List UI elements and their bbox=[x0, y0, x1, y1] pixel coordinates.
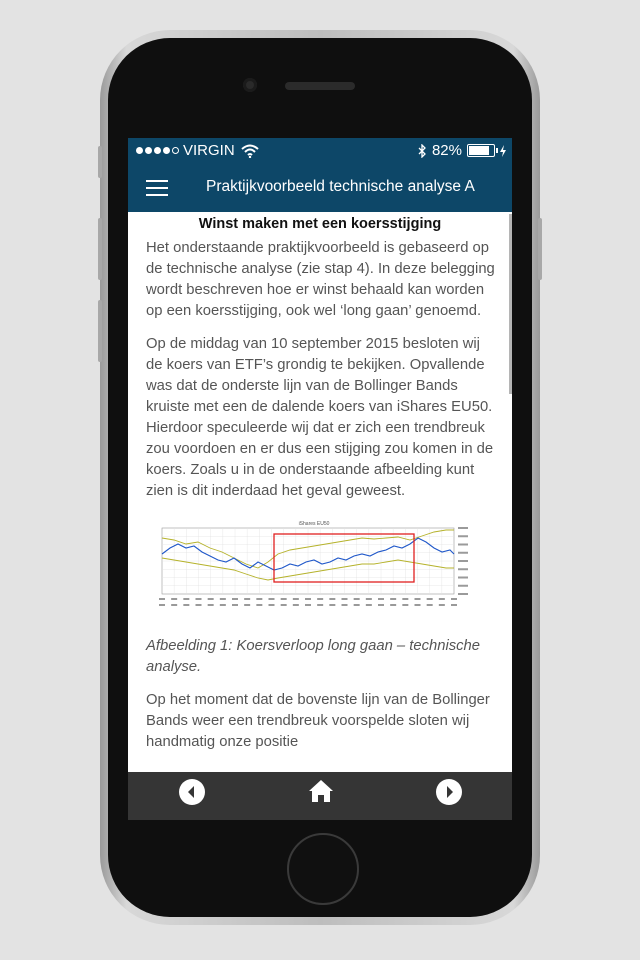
x-tick-label-mark bbox=[317, 604, 323, 606]
x-tick-label-mark bbox=[208, 604, 214, 606]
status-bar bbox=[128, 138, 512, 164]
x-tick-label-mark bbox=[183, 598, 189, 600]
x-tick-label-mark bbox=[439, 598, 445, 600]
article-paragraph-3: Op het moment dat de bovenste lijn van de Bollinger Bands weer een trendbreuk voorspelde sloten wij handmatig onze positie bbox=[146, 692, 490, 750]
bluetooth-icon bbox=[418, 144, 427, 158]
x-tick-label-mark bbox=[281, 598, 287, 600]
hamburger-icon[interactable] bbox=[146, 180, 168, 196]
x-tick-label-mark bbox=[220, 598, 226, 600]
article-paragraph-1: Het onderstaande praktijkvoorbeeld is gebaseerd op de technische analyse (zie stap 4). In deze belegging wordt beschreven hoe er winst behaald kan worden op een koersstijging, ook wel ‘long gaan’ genoemd. bbox=[146, 240, 495, 319]
x-tick-label-mark bbox=[451, 604, 457, 606]
x-tick-label-mark bbox=[171, 598, 177, 600]
x-tick-label-mark bbox=[427, 598, 433, 600]
x-tick-label-mark bbox=[390, 604, 396, 606]
home-button[interactable] bbox=[308, 778, 334, 804]
x-tick-label-mark bbox=[378, 598, 384, 600]
x-tick-label-mark bbox=[366, 604, 372, 606]
y-tick-label-mark bbox=[458, 585, 468, 587]
y-tick-label-mark bbox=[458, 577, 468, 579]
x-tick-label-mark bbox=[293, 604, 299, 606]
x-tick-label-mark bbox=[402, 598, 408, 600]
battery-level bbox=[469, 146, 489, 155]
x-tick-label-mark bbox=[378, 604, 384, 606]
x-tick-label-mark bbox=[256, 598, 262, 600]
x-tick-label-mark bbox=[366, 598, 372, 600]
article-content[interactable] bbox=[128, 212, 512, 772]
carrier-name: VIRGIN bbox=[183, 142, 235, 159]
x-tick-label-mark bbox=[415, 604, 421, 606]
x-tick-label-mark bbox=[329, 604, 335, 606]
battery-icon bbox=[467, 144, 495, 157]
bottom-nav-bar bbox=[128, 772, 512, 820]
chevron-left-icon bbox=[179, 779, 205, 805]
volume-down-button bbox=[98, 300, 102, 362]
x-tick-label-mark bbox=[159, 604, 165, 606]
charging-icon bbox=[500, 145, 506, 157]
article-title: Winst maken met een koersstijging bbox=[198, 216, 442, 232]
y-tick-label-mark bbox=[458, 568, 468, 570]
x-axis-ticks bbox=[159, 598, 457, 606]
battery-percent: 82% bbox=[431, 142, 462, 159]
y-axis-ticks bbox=[458, 527, 468, 595]
scrollbar[interactable] bbox=[509, 214, 512, 394]
x-tick-label-mark bbox=[196, 604, 202, 606]
y-tick-label-mark bbox=[458, 544, 468, 546]
wifi-icon bbox=[241, 144, 259, 158]
power-button bbox=[538, 218, 542, 280]
x-tick-label-mark bbox=[415, 598, 421, 600]
x-tick-label-mark bbox=[232, 604, 238, 606]
x-tick-label-mark bbox=[244, 598, 250, 600]
x-tick-label-mark bbox=[317, 598, 323, 600]
screen bbox=[128, 138, 512, 820]
x-tick-label-mark bbox=[354, 604, 360, 606]
stock-chart bbox=[156, 518, 472, 614]
x-tick-label-mark bbox=[281, 604, 287, 606]
x-tick-label-mark bbox=[342, 598, 348, 600]
hardware-home-button[interactable] bbox=[287, 833, 359, 905]
x-tick-label-mark bbox=[390, 598, 396, 600]
x-tick-label-mark bbox=[402, 604, 408, 606]
article-paragraph-2: Op de middag van 10 september 2015 besloten wij de koers van ETF’s grondig te bekijken. Opvallende was dat de onderste lijn van de Bollinger Bands kruiste met een de dalende koers van iShares EU50. Hierdoor speculeerde wij dat er zich een trendbreuk zou voordoen en er dus een stijging zou komen in de koers. Zoals u in de onderstaande afbeelding kunt zien is dit inderdaad het geval geweest. bbox=[146, 336, 494, 499]
x-tick-label-mark bbox=[342, 604, 348, 606]
x-tick-label-mark bbox=[244, 604, 250, 606]
chevron-right-icon bbox=[436, 779, 462, 805]
x-tick-label-mark bbox=[171, 604, 177, 606]
y-tick-label-mark bbox=[458, 535, 468, 537]
x-tick-label-mark bbox=[232, 598, 238, 600]
stock-chart-image bbox=[156, 518, 472, 614]
status-right bbox=[418, 142, 506, 159]
x-tick-label-mark bbox=[293, 598, 299, 600]
home-icon bbox=[308, 778, 334, 804]
app-bar bbox=[128, 164, 512, 212]
x-tick-label-mark bbox=[256, 604, 262, 606]
x-tick-label-mark bbox=[208, 598, 214, 600]
x-tick-label-mark bbox=[439, 604, 445, 606]
signal-strength-icon bbox=[136, 147, 179, 154]
y-tick-label-mark bbox=[458, 527, 468, 529]
image-caption: Afbeelding 1: Koersverloop long gaan – technische analyse. bbox=[146, 638, 480, 675]
chart-title: iShares EU50 bbox=[298, 521, 330, 527]
x-tick-label-mark bbox=[305, 604, 311, 606]
x-tick-label-mark bbox=[269, 598, 275, 600]
y-tick-label-mark bbox=[458, 560, 468, 562]
x-tick-label-mark bbox=[220, 604, 226, 606]
page-title: Praktijkvoorbeeld technische analyse A bbox=[206, 178, 475, 195]
x-tick-label-mark bbox=[159, 598, 165, 600]
volume-up-button bbox=[98, 218, 102, 280]
back-button[interactable] bbox=[179, 779, 205, 805]
x-tick-label-mark bbox=[329, 598, 335, 600]
x-tick-label-mark bbox=[269, 604, 275, 606]
x-tick-label-mark bbox=[196, 598, 202, 600]
earpiece-speaker bbox=[285, 82, 355, 90]
status-left bbox=[136, 142, 259, 159]
mute-switch bbox=[98, 146, 102, 178]
x-tick-label-mark bbox=[354, 598, 360, 600]
forward-button[interactable] bbox=[436, 779, 462, 805]
x-tick-label-mark bbox=[183, 604, 189, 606]
x-tick-label-mark bbox=[427, 604, 433, 606]
y-tick-label-mark bbox=[458, 552, 468, 554]
x-tick-label-mark bbox=[305, 598, 311, 600]
x-tick-label-mark bbox=[451, 598, 457, 600]
front-camera bbox=[243, 78, 257, 92]
y-tick-label-mark bbox=[458, 593, 468, 595]
